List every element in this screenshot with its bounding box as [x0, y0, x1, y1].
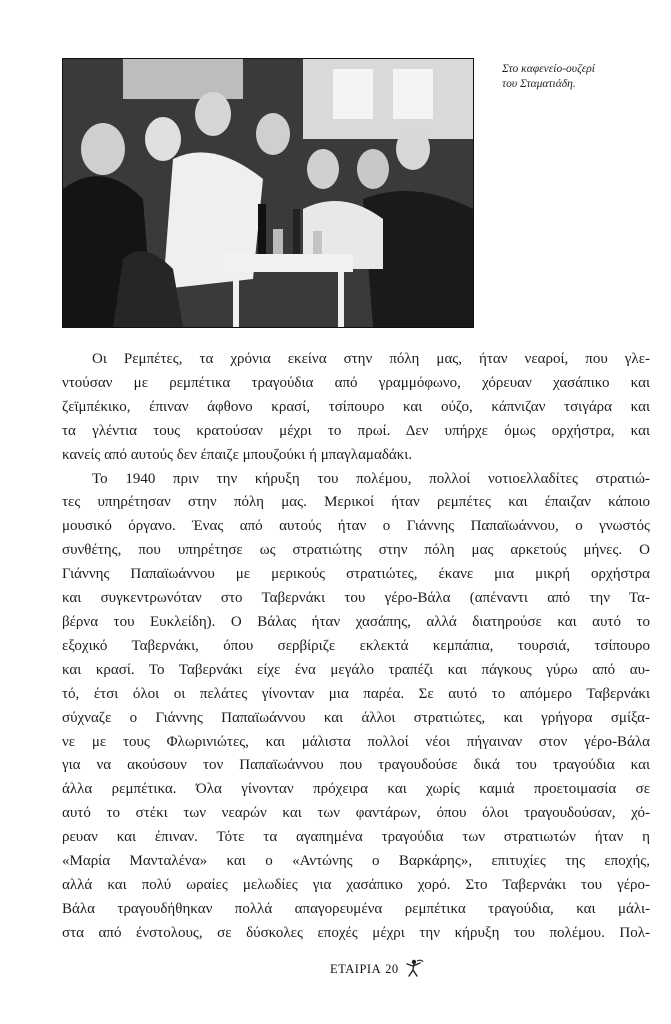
article-body [62, 348, 650, 946]
paragraph-line: σύχναζε ο Γιάννης Παπαϊωάννου και άλλοι στρατιώτες, και γρήγορα σμίξα- [62, 709, 650, 726]
paragraph-line: μουσικό όργανο. Ένας από αυτούς ήταν ο Γιάννης Παπαϊωάννου, ο γνωστός [62, 518, 650, 535]
paragraph-line: Το 1940 πριν την κήρυξη του πολέμου, πολλοί νοτιοελλαδίτες στρατιώ- [92, 470, 650, 487]
paragraph-line: εξοχικό Ταβερνάκι, όπου σερβίριζε εκλεκτά κεμπάπια, τουρσιά, τσίπουρο [62, 637, 650, 654]
paragraph-line: κανείς από αυτούς δεν έπαιζε μπουζούκι ή μπαγλαμαδάκι. [62, 446, 413, 463]
paragraph-line: Οι Ρεμπέτες, τα χρόνια εκείνα στην πόλη μας, ήταν νεαροί, που γλε- [92, 351, 650, 367]
paragraph-line: βέρνα του Ευκλείδη). Ο Βάλας ήταν χασάπης, αλλά διατηρούσε και αυτό το [62, 613, 650, 630]
paragraph-line: τα γλέντια τους κρατούσαν μέχρι το πρωί. Δεν υπήρχε όμως ορχήστρα, και [62, 422, 650, 439]
paragraph-line: Βάλα τραγουδήθηκαν πολλά απαγορευμένα ρεμπέτικα τραγούδια, και μάλι- [62, 900, 650, 917]
caption-line: του Σταματιάδη. [502, 78, 576, 90]
paragraph-line: νε με τους Φλωρινιώτες, και μάλιστα πολλοί νέοι πήγαιναν στον γέρο-Βάλα [62, 733, 650, 750]
paragraph-line: για να ακούσουν τον Παπαϊωάννου που τραγουδούσε δικά του τραγούδια και [62, 757, 650, 774]
paragraph-line: ντούσαν με ρεμπέτικα τραγούδια από γραμμόφωνο, χόρευαν χασάπικο και [62, 374, 650, 391]
paragraph-line: αυτό το στέκι των νεαρών και των φαντάρων, όπου όλοι τραγουδούσαν, χό- [62, 805, 650, 822]
paragraph-line: Γιάννης Παπαϊωάννου με μερικούς στρατιώτες, έκανε μια μικρή ορχήστρα [62, 566, 650, 583]
paragraph-line: «Μαρία Μανταλένα» και ο «Αντώνης ο Βαρκάρης», επιτυχίες της εποχής, [62, 853, 650, 870]
page-number: 20 [385, 961, 399, 976]
dancer-emblem-icon [403, 958, 425, 980]
paragraph-line: συνθέτης, που υπηρέτησε ως στρατιώτης στην πόλη μας αρκετούς μήνες. Ο [62, 542, 650, 559]
paragraph-line: αλλά και πολύ ωραίες μελωδίες για χασάπικο χορό. Στο Ταβερνάκι του γέρο- [62, 876, 650, 893]
paragraph-line: τό, έτσι όλοι οι πελάτες γίνονταν μια παρέα. Σε αυτό το απόμερο Ταβερνάκι [62, 685, 650, 702]
paragraph-line: ζεϊμπέκικο, έπιναν άφθονο κρασί, τσίπουρο και ούζο, κάπνιζαν τσιγάρα και [62, 398, 650, 415]
paragraph-line: ρευαν και έπιναν. Τότε τα αγαπημένα τραγούδια των στρατιωτών ήταν η [62, 829, 650, 846]
paragraph-line: τες υπηρέτησαν στην πόλη μας. Μερικοί ήταν ρεμπέτες και έπαιζαν κάποιο [62, 494, 650, 511]
paragraph-line: και συγκεντρωνόταν στο Ταβερνάκι του γέρο-Βάλα (απέναντι από την Τα- [62, 590, 650, 607]
page-footer [330, 958, 425, 980]
paragraph-line: και κρασί. Το Ταβερνάκι είχε ένα μεγάλο τραπέζι και πάγκους γύρω από αυ- [62, 661, 650, 678]
cafe-photo-image [63, 59, 473, 327]
caption-line: Στο καφενείο-ουζερί [502, 63, 595, 75]
footer-title: ΕΤΑΙΡΙΑ [330, 961, 382, 976]
paragraph-line: άλλα ρεμπέτικα. Όλα γίνονταν πρόχειρα και χωρίς καμιά προετοιμασία σε [62, 781, 650, 798]
cafe-photo [62, 58, 474, 328]
paragraph-line: στα από ένστολους, σε δύσκολες εποχές μέχρι την κήρυξη του πολέμου. Πολ- [62, 924, 650, 941]
photo-caption [502, 62, 662, 92]
